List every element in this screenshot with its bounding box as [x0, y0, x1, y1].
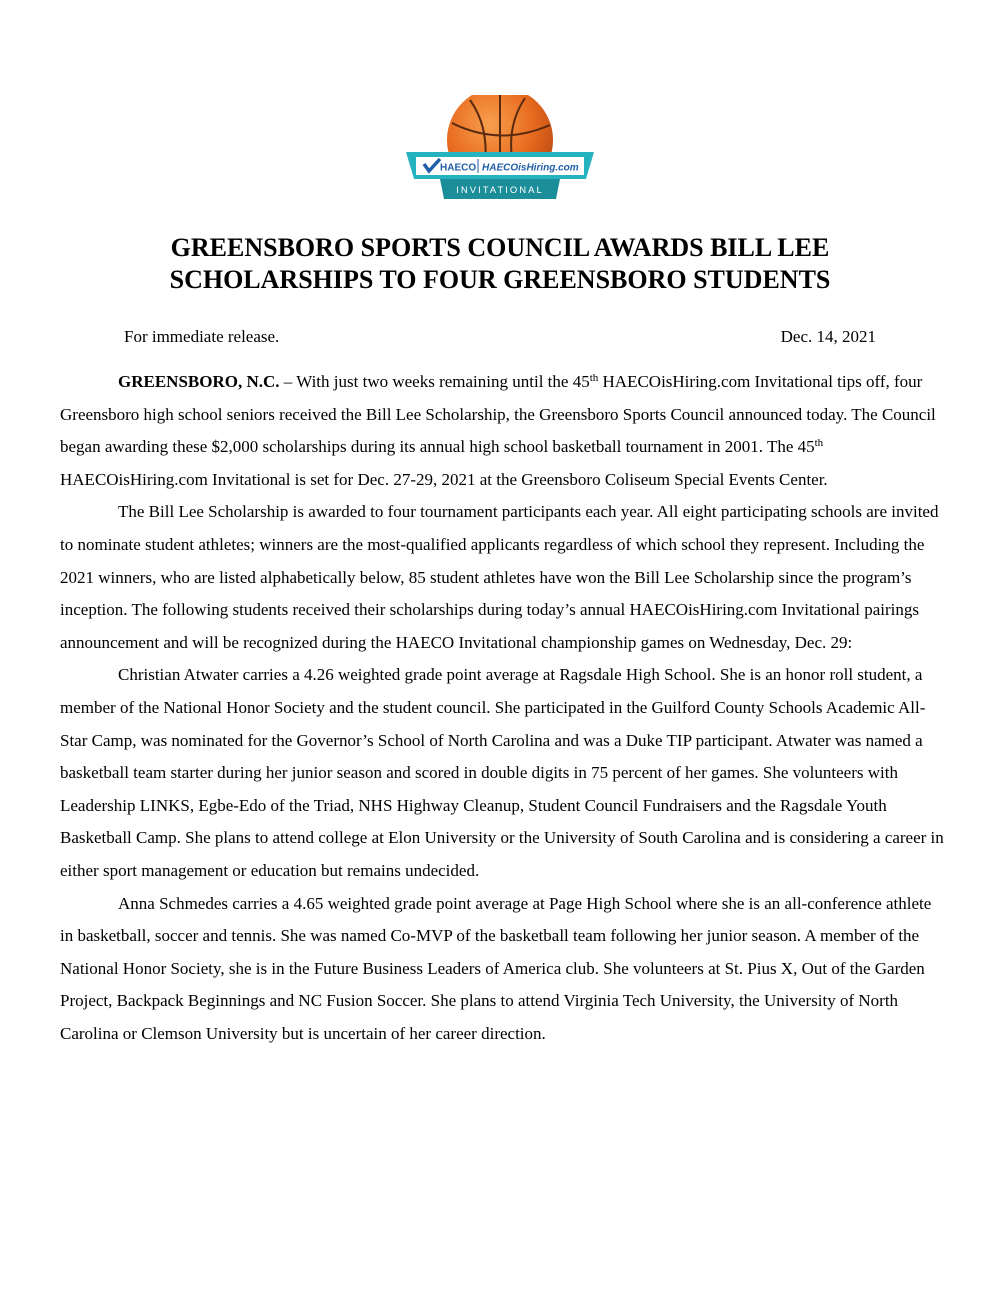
ordinal-suffix: th — [589, 371, 599, 384]
headline-line-1: GREENSBORO SPORTS COUNCIL AWARDS BILL LEE — [170, 233, 830, 262]
logo-brand-left: HAECO — [440, 162, 477, 174]
paragraph-intro — [60, 366, 945, 496]
logo-event-label: INVITATIONAL — [456, 185, 544, 196]
logo-brand-right: HAECOisHiring.com — [482, 162, 579, 174]
intro-text-b: HAECOisHiring.com Invitational tips off, four Greensboro high school seniors received the Bill Lee Scholarship, the Greensboro Sports Council announced today. The Council began awarding these $2,000 scholarships during its annual high school basketball tournament in 2001. The 45 — [60, 372, 936, 457]
release-date: Dec. 14, 2021 — [780, 327, 876, 346]
paragraph-schmedes: Anna Schmedes carries a 4.65 weighted grade point average at Page High School where she is an all-conference athlete in basketball, soccer and tennis. She was named Co-MVP of the basketball team following her junior season. A member of the National Honor Society, she is in the Future Business Leaders of America club. She volunteers at St. Pius X, Out of the Garden Project, Backpack Beginnings and NC Fusion Soccer. She plans to attend Virginia Tech University, the University of North Carolina or Clemson University but is uncertain of her career direction. — [60, 893, 932, 1043]
logo-graphic — [400, 95, 600, 210]
headline-line-2: SCHOLARSHIPS TO FOUR GREENSBORO STUDENTS — [169, 265, 831, 294]
paragraph-scholarship-info: The Bill Lee Scholarship is awarded to four tournament participants each year. All eight participating schools are invited to nominate student athletes; winners are the most-qualified applicants regardless of which school they represent. Including the 2021 winners, who are listed alphabetically below, 85 student athletes have won the Bill Lee Scholarship since the program’s inception. The following students received their scholarships during today’s annual HAECOisHiring.com Invitational pairings announcement and will be recognized during the HAECO Invitational championship games on Wednesday, Dec. 29: — [60, 502, 939, 652]
ordinal-suffix: th — [814, 437, 824, 450]
intro-text-c: HAECOisHiring.com Invitational is set for Dec. 27-29, 2021 at the Greensboro Coliseum Special Events Center. — [60, 469, 828, 489]
article-body — [60, 366, 945, 1050]
release-label: For immediate release. — [124, 327, 280, 346]
haeco-invitational-logo — [400, 95, 600, 210]
headline — [60, 232, 940, 296]
paragraph-atwater: Christian Atwater carries a 4.26 weighted grade point average at Ragsdale High School. She is an honor roll student, a member of the National Honor Society and the student council. She participated in the Guilford County Schools Academic All-Star Camp, was nominated for the Governor’s School of North Carolina and was a Duke TIP participant. Atwater was named a basketball team starter during her junior season and scored in double digits in 75 percent of her games. She volunteers with Leadership LINKS, Egbe-Edo of the Triad, NHS Highway Cleanup, Student Council Fundraisers and the Ragsdale Youth Basketball Camp. She plans to attend college at Elon University or the University of South Carolina and is considering a career in either sport management or education but remains undecided. — [60, 665, 944, 880]
intro-text-a: – With just two weeks remaining until the 45 — [279, 372, 590, 391]
dateline: GREENSBORO, N.C. — [118, 372, 280, 391]
